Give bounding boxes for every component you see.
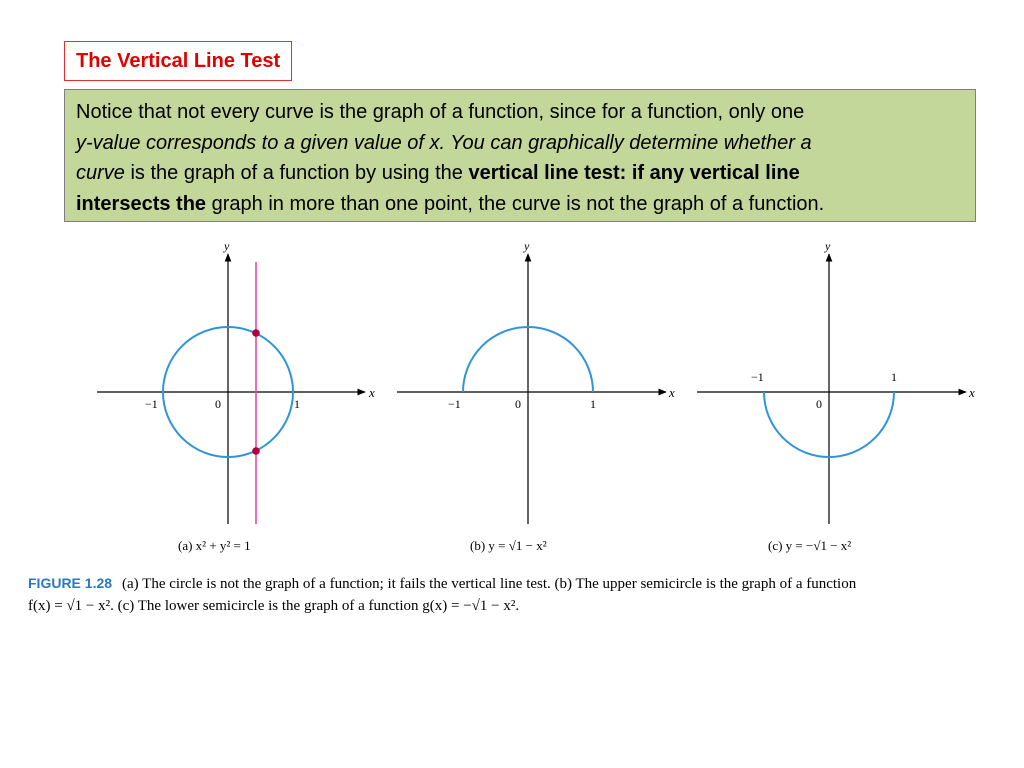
panel-a-tick-neg: −1 — [145, 397, 158, 411]
figure-caption-text-2: f(x) = √1 − x². (c) The lower semicircle is the graph of a function g(x) = −√1 − x². — [28, 598, 520, 614]
panel-c-tick-pos: 1 — [891, 370, 897, 384]
panel-a-tick-zero: 0 — [215, 397, 221, 411]
panel-c-tick-neg: −1 — [751, 370, 764, 384]
note-text-1: Notice that not every curve is the graph of a function, since for a function, only one — [76, 101, 805, 123]
note-text-7: graph in more than one point, the curve is not the graph of a function. — [206, 192, 825, 215]
panel-b-tick-pos: 1 — [590, 397, 596, 411]
slide-title: The Vertical Line Test — [76, 49, 281, 72]
panel-b-caption: (b) y = √1 − x² — [470, 538, 547, 553]
panel-a-intersection-point-top — [252, 329, 260, 337]
note-text-4: is the graph of a function by using the — [124, 162, 469, 184]
figure-caption-line-2 — [28, 598, 519, 615]
panel-a-tick-pos: 1 — [294, 397, 300, 411]
panel-c-caption: (c) y = −√1 − x² — [768, 538, 852, 553]
figure-caption-line-1 — [28, 575, 856, 593]
panel-b-graph — [397, 239, 675, 553]
panel-b-x-label: x — [669, 385, 675, 400]
panel-a-x-label: x — [369, 385, 375, 400]
panel-a-intersection-point-bottom — [252, 447, 260, 455]
panel-c-y-label: y — [825, 239, 831, 253]
note-text-3: curve — [76, 162, 125, 184]
note-text-5: vertical line test: if any vertical line — [468, 162, 800, 184]
figure-label: FIGURE 1.28 — [28, 575, 113, 591]
panel-b-tick-neg: −1 — [448, 397, 461, 411]
panel-c-x-label: x — [969, 385, 975, 400]
panel-b-tick-zero: 0 — [515, 397, 521, 411]
figure-caption-text-1: (a) The circle is not the graph of a function; it fails the vertical line test. (b) The upper semicircle is the graph of a function — [122, 576, 857, 592]
panel-b-y-label: y — [524, 239, 530, 253]
panel-a-y-label: y — [224, 239, 230, 253]
panel-c-graph — [697, 239, 975, 553]
panel-a-caption: (a) x² + y² = 1 — [178, 538, 251, 553]
note-text-2: y-value corresponds to a given value of x. You can graphically determine whether a — [76, 131, 812, 154]
panel-a-graph — [97, 239, 375, 553]
note-text-6: intersects the — [76, 192, 207, 215]
panel-c-tick-zero: 0 — [816, 397, 822, 411]
